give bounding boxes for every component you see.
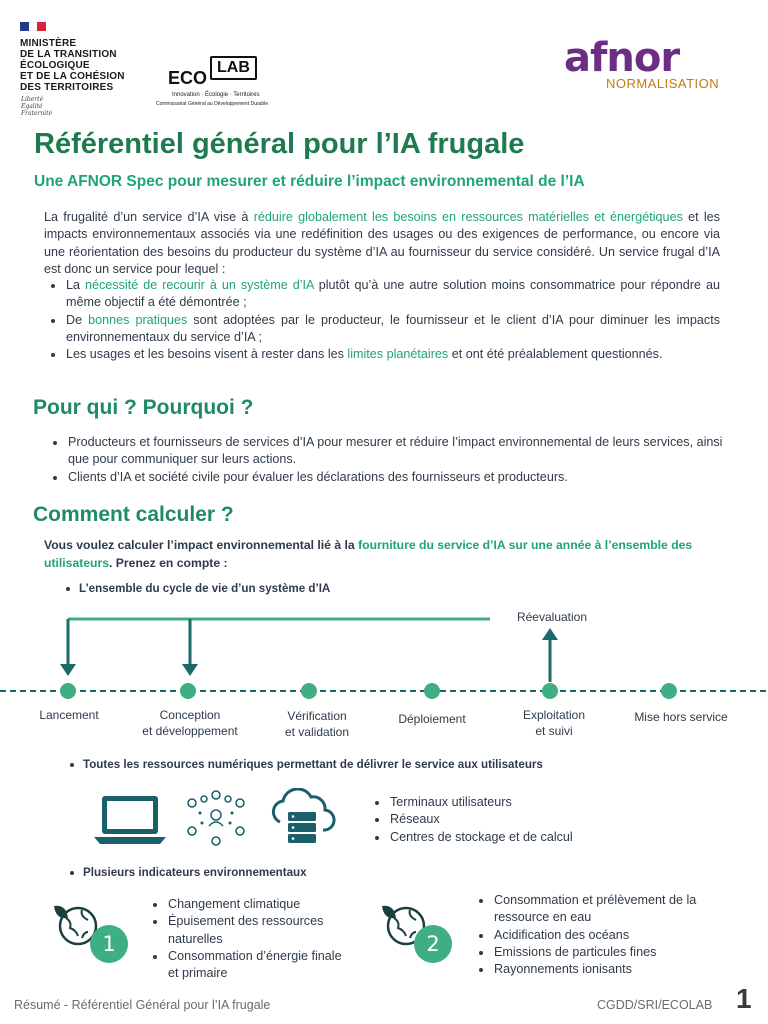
node-exploitation — [542, 683, 558, 699]
list-item: Les usages et les besoins visent à rester dans les limites planétaires et ont été préalablement questionnés. — [44, 346, 720, 363]
stage-exploitation: Exploitation et suivi — [522, 708, 586, 738]
arrow-head-reevaluation — [542, 628, 558, 640]
list-item: Consommation d’énergie finale et primaire — [146, 948, 346, 983]
list-item: Producteurs et fournisseurs de services d’IA pour mesurer et réduire l’impact environnemental de leurs services, ainsi que pour communiquer sur leurs actions. — [46, 434, 732, 469]
list-item: Épuisement des ressources naturelles — [146, 913, 346, 948]
indicator-group-badge-1: 1 — [90, 925, 128, 963]
reevaluation-label: Réevaluation — [516, 610, 588, 624]
marianne-flag — [20, 22, 46, 31]
stage-lancement: Lancement — [39, 708, 99, 722]
pourqui-heading: Pour qui ? Pourquoi ? — [33, 396, 254, 419]
indicators-label: Plusieurs indicateurs environnementaux — [70, 866, 307, 879]
republic-motto: Liberté Égalité Fraternité — [21, 96, 53, 117]
calcul-heading: Comment calculer ? — [33, 503, 234, 526]
stage-mise-hors-service: Mise hors service — [634, 710, 728, 724]
lifecycle-label: L’ensemble du cycle de vie d’un système d’IA — [66, 582, 330, 595]
cloud-server-icon — [266, 788, 338, 848]
page-number: 1 — [736, 983, 752, 1014]
list-item: Emissions de particules fines — [472, 944, 722, 961]
node-conception — [180, 683, 196, 699]
page-title: Référentiel général pour l’IA frugale — [34, 128, 525, 160]
list-item: Consommation et prélèvement de la ressource en eau — [472, 892, 722, 927]
intro-paragraph: La frugalité d’un service d’IA vise à réduire globalement les besoins en ressources matérielles et énergétiques et les impacts environnementaux associés via une redéfinition des usages ou des exigences de performance, ou encore via une réorientation des besoins du producteur du système d’IA au fournisseur du service considéré. Un service frugal d’IA est donc un service pour lequel : — [44, 210, 720, 276]
stage-verification: Vérification et validation — [284, 709, 350, 739]
stage-deploiement: Déploiement — [398, 712, 466, 726]
node-lancement — [60, 683, 76, 699]
node-verification — [301, 683, 317, 699]
lifecycle-diagram — [0, 600, 768, 710]
frugal-criteria-list — [44, 277, 720, 363]
list-item: Acidification des océans — [472, 927, 722, 944]
node-deploiement — [424, 683, 440, 699]
list-item: Centres de stockage et de calcul — [368, 829, 668, 846]
node-mise-hors-service — [661, 683, 677, 699]
ministry-name: MINISTÈRE DE LA TRANSITION ÉCOLOGIQUE ET DE LA COHÉSION DES TERRITOIRES — [20, 38, 125, 93]
indicators-list-2 — [472, 892, 722, 978]
afnor-logo: afnor — [564, 35, 680, 81]
indicator-group-badge-2: 2 — [414, 925, 452, 963]
list-item: La nécessité de recourir à un système d’IA plutôt qu’à une autre solution moins consommatrice pour répondre au même objectif a été démontrée ; — [44, 277, 720, 312]
laptop-icon — [92, 793, 168, 847]
footer-document-title: Résumé - Référentiel Général pour l’IA frugale — [14, 998, 271, 1012]
pourqui-list — [46, 434, 732, 486]
list-item: De bonnes pratiques sont adoptées par le producteur, le fournisseur et le client d’IA pour diminuer les impacts environnementaux du service d’IA ; — [44, 312, 720, 347]
calcul-intro: Vous voulez calculer l’impact environnemental lié à la fourniture du service d’IA sur une année à l’ensemble des utilisateurs. Prenez en compte : — [44, 538, 693, 570]
list-item: Réseaux — [368, 811, 668, 828]
arrow-head-lancement — [60, 664, 76, 676]
afnor-normalisation: NORMALISATION — [606, 76, 720, 91]
indicators-list-1 — [146, 896, 346, 982]
list-item: Clients d’IA et société civile pour évaluer les déclarations des fournisseurs et producteurs. — [46, 469, 732, 486]
arrow-head-conception — [182, 664, 198, 676]
resources-list — [368, 794, 668, 846]
stage-conception: Conception et développement — [142, 708, 238, 738]
network-users-icon — [180, 789, 252, 847]
resources-label: Toutes les ressources numériques permettant de délivrer le service aux utilisateurs — [70, 758, 543, 771]
list-item: Changement climatique — [146, 896, 346, 913]
page-subtitle: Une AFNOR Spec pour mesurer et réduire l’impact environnemental de l’IA — [34, 173, 585, 190]
list-item: Terminaux utilisateurs — [368, 794, 668, 811]
footer-department: CGDD/SRI/ECOLAB — [597, 998, 713, 1012]
list-item: Rayonnements ionisants — [472, 961, 722, 978]
